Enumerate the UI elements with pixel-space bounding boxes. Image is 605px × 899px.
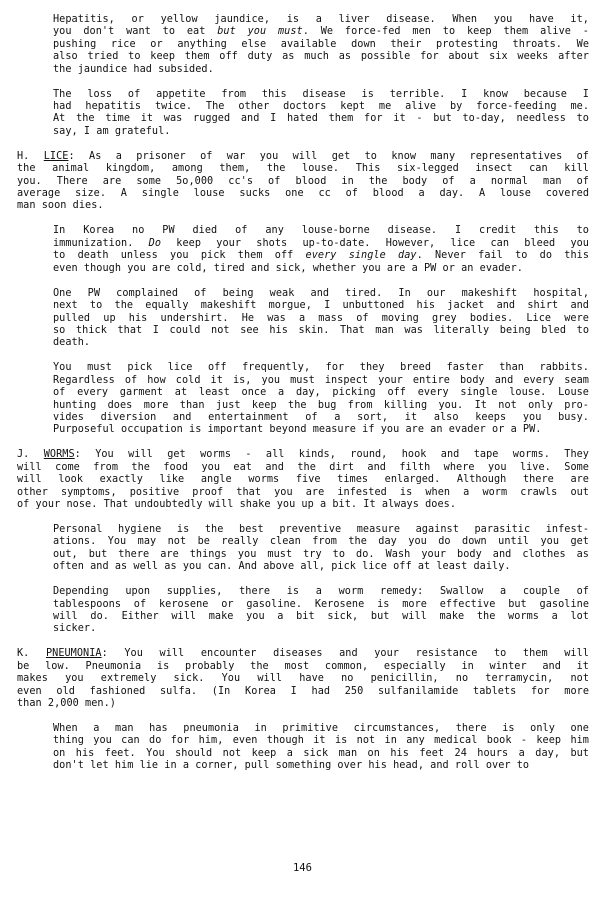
text-line: vides diversion and entertainment of a sort, it also keeps you busy.	[53, 411, 589, 423]
text-line: the jaundice had subsided.	[53, 63, 214, 75]
text-line: out, but there are things you must try to do. Wash your body and clothes as	[53, 548, 589, 560]
paragraph	[17, 586, 589, 636]
section-heading: PNEUMONIA	[45, 648, 102, 660]
paragraph	[17, 648, 589, 710]
text-line: thing you can do for him, even though it is not in any medical book - keep him	[53, 735, 589, 747]
text-line: will come from the food you eat and the dirt and filth where you live. Some	[17, 461, 589, 473]
text-line: even though you are cold, tired and sick, whether you are a PW or an evader.	[53, 262, 523, 274]
section-heading: WORMS	[43, 449, 75, 461]
text-line: also tried to keep them off duty as much as possible for about six weeks after	[53, 51, 589, 63]
text-line: The loss of appetite from this disease is terrible. I know because I	[53, 88, 589, 100]
text-line: man soon dies.	[17, 200, 104, 212]
paragraph	[17, 14, 589, 76]
paragraph	[17, 225, 589, 275]
text-line: ations. You may not be really clean from the day you do down until you get	[53, 536, 589, 548]
text-line: say, I am grateful.	[53, 125, 171, 137]
text-line: makes you extremely sick. You will have no penicillin, no terramycin, not	[17, 673, 589, 685]
paragraph	[17, 362, 589, 436]
text-line: will look exactly like angle worms five times enlarged. Although there are	[17, 474, 589, 486]
paragraph	[17, 288, 589, 350]
text-line: even old fashioned sulfa. (In Korea I had 250 sulfanilamide tablets for more	[17, 685, 589, 697]
text-line: In Korea no PW died of any louse-borne disease. I credit this to	[53, 225, 589, 237]
text-line: J. WORMS: You will get worms - all kinds, round, hook and tape worms. They	[17, 449, 589, 461]
text-line: Purposeful occupation is important beyond measure if you are an evader or a PW.	[53, 424, 542, 436]
text-line: pushing rice or anything else available down their protesting throats. We	[53, 38, 589, 50]
text-line: When a man has pneumonia in primitive circumstances, there is only one	[53, 723, 589, 735]
text-line: pulled up his undershirt. He was a mass of moving grey bodies. Lice were	[53, 312, 589, 324]
text-line: hunting does more than just keep the bug from killing you. It not only pro-	[53, 399, 589, 411]
text-line: Personal hygiene is the best preventive measure against parasitic infest-	[53, 523, 589, 535]
text-line: to death unless you pick them off every single day. Never fail to do this	[53, 250, 589, 262]
text-line: death.	[53, 337, 91, 349]
text-line: on his feet. You should not keep a sick man on his feet 24 hours a day, but	[53, 747, 589, 759]
document-body	[17, 14, 589, 773]
text-line: next to the equally makeshift morgue, I unbuttoned his jacket and shirt and	[53, 300, 589, 312]
paragraph	[17, 89, 589, 139]
text-line: than 2,000 men.)	[17, 698, 116, 710]
text-line: sicker.	[53, 623, 97, 635]
text-line: immunization. Do keep your shots up-to-date. However, lice can bleed you	[53, 237, 589, 249]
text-line: of every garment at least once a day, picking off every single louse. Louse	[53, 387, 589, 399]
text-line: you. There are some 5o,000 cc's of blood in the body of a normal man of	[17, 175, 589, 187]
text-line: Regardless of how cold it is, you must inspect your entire body and every seam	[53, 374, 589, 386]
text-line: be low. Pneumonia is probably the most common, especially in winter and it	[17, 660, 589, 672]
text-line: so thick that I could not see his skin. That man was literally being bled to	[53, 324, 589, 336]
text-line: average size. A single louse sucks one cc of blood a day. A louse covered	[17, 188, 589, 200]
emphasized-text: Do	[148, 237, 162, 249]
paragraph	[17, 723, 589, 773]
text-line: you don't want to eat but you must. We force-fed men to keep them alive -	[53, 26, 589, 38]
text-line: will do. Either will make you a bit sick, but will make the worms a lot	[53, 611, 589, 622]
text-line: of your nose. That undoubtedly will shake you up a bit. It always does.	[17, 498, 457, 510]
emphasized-text: but you must	[217, 26, 303, 38]
text-line: You must pick lice off frequently, for they breed faster than rabbits.	[53, 362, 589, 374]
text-line: At the time it was rugged and I hated them for it - but to-day, needless to	[53, 113, 589, 125]
page-number: 146	[292, 862, 313, 874]
text-line: Hepatitis, or yellow jaundice, is a liver disease. When you have it,	[53, 14, 589, 25]
text-line: H. LICE: As a prisoner of war you will get to know many representatives of	[17, 150, 589, 162]
text-line: Depending upon supplies, there is a worm remedy: Swallow a couple of	[53, 586, 589, 598]
paragraph	[17, 151, 589, 213]
text-line: K. PNEUMONIA: You will encounter diseases and your resistance to them will	[17, 648, 589, 660]
text-line: don't let him lie in a corner, pull something over his head, and roll over to	[53, 760, 530, 772]
emphasized-text: every single day	[305, 250, 417, 262]
text-line: other symptoms, positive proof that you are infested is when a worm crawls out	[17, 486, 589, 498]
paragraph	[17, 524, 589, 574]
section-heading: LICE	[43, 150, 69, 162]
text-line: often and as well as you can. And above all, pick lice off at least daily.	[53, 561, 511, 573]
text-line: had hepatitis twice. The other doctors kept me alive by force-feeding me.	[53, 101, 589, 113]
text-line: One PW complained of being weak and tired. In our makeshift hospital,	[53, 287, 589, 299]
text-line: tablespoons of kerosene or gasoline. Kerosene is more effective but gasoline	[53, 598, 589, 610]
paragraph	[17, 449, 589, 511]
text-line: the animal kingdom, among them, the louse. This six-legged insect can kill	[17, 163, 589, 175]
